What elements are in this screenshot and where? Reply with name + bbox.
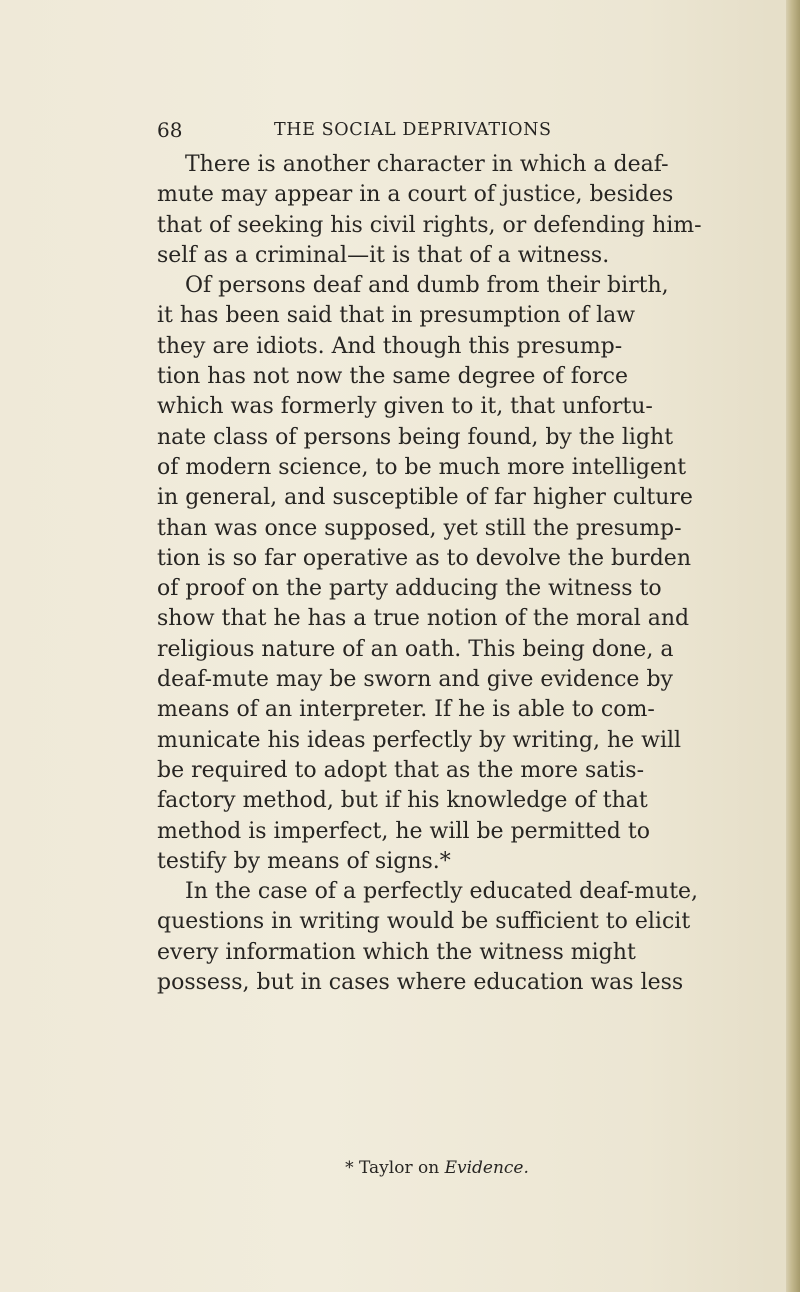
- body-text: [157, 150, 717, 1178]
- text-line: method is imperfect, he will be permitted to: [157, 818, 650, 844]
- text-line: show that he has a true notion of the moral and: [157, 606, 690, 632]
- text-line: than was once supposed, yet still the presump-: [157, 515, 682, 541]
- text-line: factory method, but if his knowledge of that: [157, 788, 648, 814]
- text-line: Of persons deaf and dumb from their birth,: [185, 273, 669, 299]
- text-line: of modern science, to be much more intelligent: [157, 454, 687, 480]
- text-line: mute may appear in a court of justice, besides: [157, 182, 674, 208]
- footnote: [157, 1153, 717, 1183]
- text-line: In the case of a perfectly educated deaf-mute,: [185, 879, 699, 905]
- page-number: 68: [157, 118, 183, 142]
- running-head: THE SOCIAL DEPRIVATIONS: [274, 120, 552, 140]
- text-line: questions in writing would be sufficient to elicit: [157, 909, 691, 935]
- text-line: which was formerly given to it, that unfortu-: [157, 394, 653, 420]
- text-line: tion has not now the same degree of force: [157, 364, 629, 390]
- text-line: of proof on the party adducing the witness to: [157, 576, 662, 602]
- text-line: every information which the witness might: [157, 939, 636, 965]
- text-line: nate class of persons being found, by the light: [157, 424, 674, 450]
- page-header: [157, 118, 717, 146]
- text-line: in general, and susceptible of far higher culture: [157, 485, 693, 511]
- text-line: that of seeking his civil rights, or defending him-: [157, 212, 702, 238]
- page-edge: [786, 0, 800, 1292]
- text-line: means of an interpreter. If he is able to com-: [157, 697, 655, 723]
- footnote-citation: Evidence.: [444, 1158, 529, 1178]
- text-line: municate his ideas perfectly by writing, he will: [157, 727, 682, 753]
- text-line: be required to adopt that as the more satis-: [157, 757, 644, 783]
- text-line: religious nature of an oath. This being done, a: [157, 636, 674, 662]
- text-line: they are idiots. And though this presump-: [157, 333, 623, 359]
- text-line: deaf-mute may be sworn and give evidence by: [157, 667, 673, 693]
- text-line: it has been said that in presumption of law: [157, 303, 636, 329]
- text-line: There is another character in which a deaf-: [185, 152, 669, 177]
- footnote-text: * Taylor on: [345, 1158, 445, 1178]
- text-line: self as a criminal—it is that of a witness.: [157, 242, 610, 268]
- text-line: testify by means of signs.*: [157, 848, 451, 874]
- text-line: possess, but in cases where education was less: [157, 970, 684, 996]
- text-line: tion is so far operative as to devolve the burden: [157, 545, 691, 571]
